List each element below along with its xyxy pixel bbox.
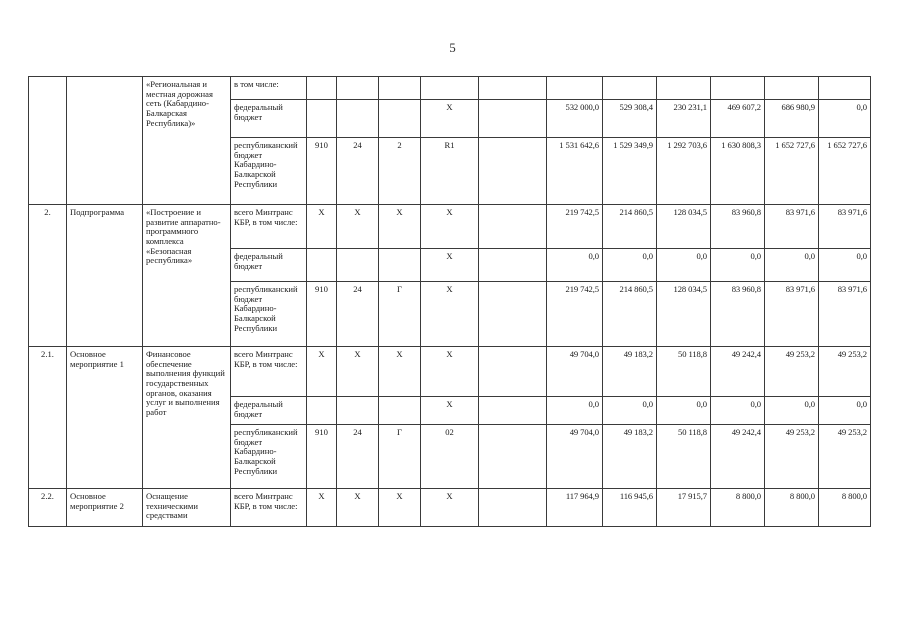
cs-cell: R1	[421, 138, 479, 205]
cs-cell: 02	[421, 425, 479, 489]
source-label-cell: федеральный бюджет	[231, 100, 307, 138]
amount-cell-y5: 1 652 727,6	[765, 138, 819, 205]
grbs-cell: X	[307, 205, 337, 249]
row-type-cell: Основное мероприятие 1	[67, 347, 143, 489]
source-label-cell: республиканский бюджет Кабардино-Балкарской Республики	[231, 138, 307, 205]
amount-cell-y3: 17 915,7	[657, 489, 711, 527]
row-type-cell: Основное мероприятие 2	[67, 489, 143, 527]
amount-cell-y1	[547, 77, 603, 100]
amount-cell-y3	[657, 77, 711, 100]
amount-cell-y4: 83 960,8	[711, 205, 765, 249]
amount-cell-y3: 0,0	[657, 249, 711, 282]
source-label-cell: республиканский бюджет Кабардино-Балкарской Республики	[231, 425, 307, 489]
source-label-cell: федеральный бюджет	[231, 249, 307, 282]
cs-cell: X	[421, 347, 479, 397]
amount-cell-y4: 0,0	[711, 249, 765, 282]
row-index-cell	[29, 77, 67, 205]
amount-cell-y6: 83 971,6	[819, 205, 871, 249]
amount-cell-y4: 1 630 808,3	[711, 138, 765, 205]
vr-cell	[479, 397, 547, 425]
amount-cell-y5: 83 971,6	[765, 205, 819, 249]
source-label-cell: в том числе:	[231, 77, 307, 100]
pr-cell: X	[379, 489, 421, 527]
rz-cell: 24	[337, 425, 379, 489]
amount-cell-y6: 49 253,2	[819, 347, 871, 397]
rz-cell: 24	[337, 138, 379, 205]
table-row	[29, 205, 871, 249]
amount-cell-y6: 49 253,2	[819, 425, 871, 489]
amount-cell-y6: 8 800,0	[819, 489, 871, 527]
vr-cell	[479, 138, 547, 205]
table-row	[29, 77, 871, 100]
amount-cell-y3: 128 034,5	[657, 282, 711, 347]
page-number: 5	[449, 40, 456, 55]
cs-cell: X	[421, 100, 479, 138]
pr-cell	[379, 77, 421, 100]
row-index-cell: 2.1.	[29, 347, 67, 489]
rz-cell	[337, 249, 379, 282]
row-index-cell: 2.	[29, 205, 67, 347]
grbs-cell: X	[307, 347, 337, 397]
amount-cell-y6: 0,0	[819, 249, 871, 282]
amount-cell-y2: 214 860,5	[603, 205, 657, 249]
pr-cell	[379, 100, 421, 138]
budget-table	[28, 76, 871, 527]
amount-cell-y4: 49 242,4	[711, 347, 765, 397]
amount-cell-y6: 1 652 727,6	[819, 138, 871, 205]
vr-cell	[479, 282, 547, 347]
amount-cell-y6: 83 971,6	[819, 282, 871, 347]
amount-cell-y6: 0,0	[819, 397, 871, 425]
amount-cell-y3: 50 118,8	[657, 347, 711, 397]
amount-cell-y1: 219 742,5	[547, 282, 603, 347]
amount-cell-y3: 230 231,1	[657, 100, 711, 138]
amount-cell-y1: 117 964,9	[547, 489, 603, 527]
grbs-cell	[307, 249, 337, 282]
cs-cell: X	[421, 489, 479, 527]
row-name-cell: «Построение и развитие аппаратно-программного комплекса «Безопасная республика»	[143, 205, 231, 347]
cs-cell: X	[421, 282, 479, 347]
vr-cell	[479, 347, 547, 397]
source-label-cell: всего Минтранс КБР, в том числе:	[231, 205, 307, 249]
amount-cell-y4: 0,0	[711, 397, 765, 425]
vr-cell	[479, 100, 547, 138]
cs-cell: X	[421, 249, 479, 282]
grbs-cell	[307, 77, 337, 100]
rz-cell	[337, 397, 379, 425]
amount-cell-y5	[765, 77, 819, 100]
row-type-cell	[67, 77, 143, 205]
grbs-cell	[307, 100, 337, 138]
row-name-cell: Оснащение техническими средствами	[143, 489, 231, 527]
vr-cell	[479, 489, 547, 527]
table-row	[29, 347, 871, 397]
amount-cell-y1: 49 704,0	[547, 347, 603, 397]
rz-cell: X	[337, 489, 379, 527]
amount-cell-y1: 49 704,0	[547, 425, 603, 489]
amount-cell-y5: 49 253,2	[765, 425, 819, 489]
amount-cell-y4: 8 800,0	[711, 489, 765, 527]
vr-cell	[479, 205, 547, 249]
rz-cell: X	[337, 347, 379, 397]
amount-cell-y2: 49 183,2	[603, 347, 657, 397]
amount-cell-y3: 0,0	[657, 397, 711, 425]
amount-cell-y2: 529 308,4	[603, 100, 657, 138]
vr-cell	[479, 77, 547, 100]
amount-cell-y6	[819, 77, 871, 100]
amount-cell-y5: 0,0	[765, 397, 819, 425]
cs-cell	[421, 77, 479, 100]
amount-cell-y3: 50 118,8	[657, 425, 711, 489]
pr-cell: X	[379, 347, 421, 397]
amount-cell-y2: 1 529 349,9	[603, 138, 657, 205]
amount-cell-y4: 83 960,8	[711, 282, 765, 347]
source-label-cell: всего Минтранс КБР, в том числе:	[231, 347, 307, 397]
amount-cell-y2: 49 183,2	[603, 425, 657, 489]
pr-cell: Г	[379, 425, 421, 489]
pr-cell: X	[379, 205, 421, 249]
row-name-cell: Финансовое обеспечение выполнения функций государственных органов, оказания услуг и выполнения работ	[143, 347, 231, 489]
amount-cell-y1: 532 000,0	[547, 100, 603, 138]
amount-cell-y1: 0,0	[547, 249, 603, 282]
amount-cell-y4: 49 242,4	[711, 425, 765, 489]
amount-cell-y5: 83 971,6	[765, 282, 819, 347]
amount-cell-y5: 8 800,0	[765, 489, 819, 527]
grbs-cell: 910	[307, 282, 337, 347]
row-type-cell: Подпрограмма	[67, 205, 143, 347]
amount-cell-y5: 686 980,9	[765, 100, 819, 138]
pr-cell	[379, 249, 421, 282]
amount-cell-y4: 469 607,2	[711, 100, 765, 138]
source-label-cell: федеральный бюджет	[231, 397, 307, 425]
grbs-cell	[307, 397, 337, 425]
rz-cell: X	[337, 205, 379, 249]
pr-cell: Г	[379, 282, 421, 347]
table-row	[29, 489, 871, 527]
cs-cell: X	[421, 397, 479, 425]
source-label-cell: всего Минтранс КБР, в том числе:	[231, 489, 307, 527]
pr-cell	[379, 397, 421, 425]
rz-cell	[337, 100, 379, 138]
amount-cell-y6: 0,0	[819, 100, 871, 138]
amount-cell-y1: 219 742,5	[547, 205, 603, 249]
amount-cell-y5: 0,0	[765, 249, 819, 282]
amount-cell-y4	[711, 77, 765, 100]
source-label-cell: республиканский бюджет Кабардино-Балкарской Республики	[231, 282, 307, 347]
amount-cell-y2: 0,0	[603, 249, 657, 282]
row-index-cell: 2.2.	[29, 489, 67, 527]
amount-cell-y1: 0,0	[547, 397, 603, 425]
grbs-cell: 910	[307, 425, 337, 489]
amount-cell-y2	[603, 77, 657, 100]
rz-cell	[337, 77, 379, 100]
amount-cell-y2: 214 860,5	[603, 282, 657, 347]
pr-cell: 2	[379, 138, 421, 205]
vr-cell	[479, 425, 547, 489]
amount-cell-y2: 0,0	[603, 397, 657, 425]
amount-cell-y1: 1 531 642,6	[547, 138, 603, 205]
amount-cell-y3: 128 034,5	[657, 205, 711, 249]
row-name-cell: «Региональная и местная дорожная сеть (Кабардино-Балкарская Республика)»	[143, 77, 231, 205]
vr-cell	[479, 249, 547, 282]
grbs-cell: 910	[307, 138, 337, 205]
grbs-cell: X	[307, 489, 337, 527]
cs-cell: X	[421, 205, 479, 249]
rz-cell: 24	[337, 282, 379, 347]
amount-cell-y2: 116 945,6	[603, 489, 657, 527]
amount-cell-y5: 49 253,2	[765, 347, 819, 397]
amount-cell-y3: 1 292 703,6	[657, 138, 711, 205]
